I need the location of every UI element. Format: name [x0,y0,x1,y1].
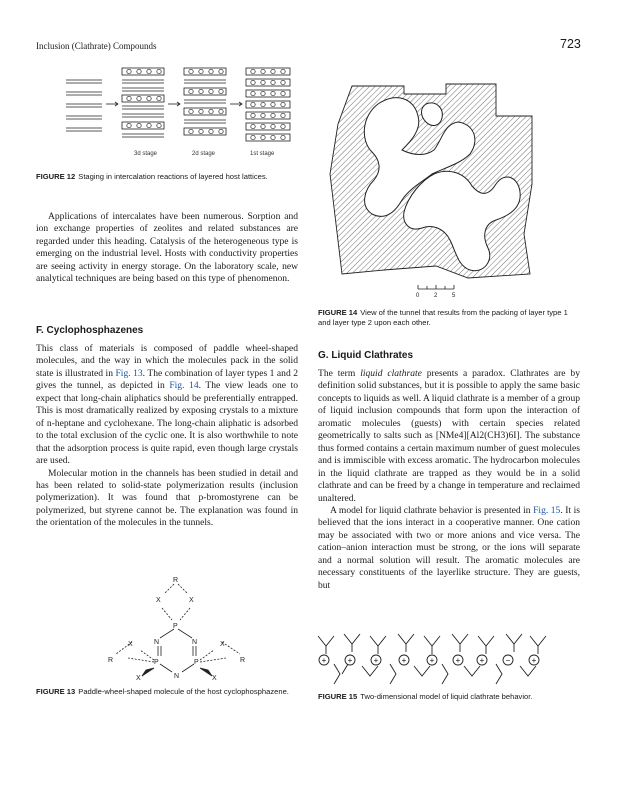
figure-14-tunnel [318,64,550,298]
figure-14-label: FIGURE 14 [318,308,358,317]
pg2-text-a: A model for liquid clathrate behavior is presented in [330,504,534,516]
stage-2d-lattice [184,68,226,135]
paragraph-liquid-clathrates-1 [318,368,580,505]
figure-14-caption [318,308,580,327]
page-number: 723 [560,37,581,51]
stage-3d-lattice [122,68,164,137]
atom-x-bottom-left: X [136,675,141,682]
cyclophosphazenes-body [36,343,298,530]
charge-plus-6: + [455,656,461,665]
charge-plus-5: + [429,656,435,665]
scale-label-0: 0 [416,293,420,298]
pg1-text-a: The term [318,368,361,379]
stage-label-1st: 1st stage [250,151,275,157]
charge-plus-1: + [321,656,327,665]
figure-12-diagram [62,62,302,162]
charge-minus-1: − [505,656,511,665]
charge-plus-3: + [373,656,379,665]
link-fig-15[interactable]: Fig. 15 [533,504,561,516]
atom-x-top-right: X [189,597,194,604]
paragraph-intercalates [36,211,298,286]
figure-12-caption [36,172,298,182]
charge-plus-2: + [347,656,353,665]
charge-plus-4: + [401,656,407,665]
scale-bar [418,285,454,289]
atom-x-right: X [220,641,225,648]
stage-1st-lattice [246,68,290,141]
running-title: Inclusion (Clathrate) Compounds [36,41,157,51]
charge-plus-7: + [479,656,485,665]
figure-13-label: FIGURE 13 [36,687,76,696]
atom-r-right: R [240,657,246,664]
atom-x-left: X [128,641,133,648]
charge-plus-8: + [531,656,537,665]
figure-14-caption-text: View of the tunnel that results from the packing of layer type 1 and layer type 2 upon each other. [318,308,568,327]
figure-15-model [314,630,552,686]
figure-12-label: FIGURE 12 [36,172,76,181]
liquid-clathrates-body [318,368,580,592]
figure-13-molecule [100,572,260,684]
stage-label-2d: 2d stage [192,151,216,157]
intercalates-text: Applications of intercalates have been numerous. Sorption and ion exchange properties of zeolites and related substances are regarded under this heading. Catalysis of the heterogeneous type is emerging on the industrial level. Hosts with conductivity properties are seeing activity in energy storage. On the laboratory scale, new analytical techniques are being based on this type of phenomenon. [36,211,298,285]
figure-15-caption [318,692,580,702]
section-heading-cyclophosphazenes: F. Cyclophosphazenes [36,325,144,336]
pg1-text-c: . The substance thus formed contains a certain maximum number of guest molecules and is immiscible with excess aromatic. The hydrocarbon molecules in the liquid clathrate are trapped as they would be in a solid clathrate and can be freed by a change in temperature and reclaimed unaltered. [318,430,580,504]
pf1-text-c: . The view leads one to expect that long-chain aliphatics should be preferentially entrapped. This is most dramatically realized by exposing crystals to a mixture of n-heptane and cyclohexane. The long-chain aliphatic is adsorbed to the total exclusion of the cyclic one. It is also worthwhile to note that the adsorption process is quite rapid, even though large crystals are used. [36,380,298,467]
atom-p-top: P [173,623,178,630]
stage-label-3d: 3d stage [134,151,158,157]
pf1-text-a: This class of materials is composed of paddle wheel-shaped molecules, and the way in which the molecules pack in the solid state is illustrated in [36,343,298,379]
salt-formula: [NMe4][Al2(CH3)6I] [435,430,520,442]
pg1-text-b: presents a paradox. Clathrates are by definition solid substances, but it is possible to apply the same basic concepts to liquids as well. A liquid clathrate is a member of a group of liquid inclusion compounds that form upon the interaction of aromatic molecules (guests) with certain species related geometrically to salts such as [318,368,580,442]
link-fig-13[interactable]: Fig. 13 [115,367,143,379]
paragraph-liquid-clathrates-2 [318,505,580,592]
figure-13-caption-text: Paddle-wheel-shaped molecule of the host cyclophosphazene. [78,687,289,696]
atom-p-right: P [194,659,199,666]
atom-n-bottom: N [174,673,180,680]
atom-r-top: R [173,577,179,584]
atom-r-left: R [108,657,114,664]
paragraph-cyclophosphazenes-2: Molecular motion in the channels has been studied in detail and has been related to solid-state polymerization results (inclusion polymerization). It was found that p-bromostyrene can be polymerized, but styrene cannot be. The explanation was found in the orientation of the molecules in the tunnels. [36,467,298,529]
atom-n-left: N [154,639,160,646]
section-heading-liquid-clathrates: G. Liquid Clathrates [318,350,414,361]
figure-15-label: FIGURE 15 [318,692,358,701]
figure-12-caption-text: Staging in intercalation reactions of layered host lattices. [78,172,268,181]
atom-x-top-left: X [156,597,161,604]
scale-label-2: 2 [434,293,438,298]
figure-15-caption-text: Two-dimensional model of liquid clathrate behavior. [360,692,533,701]
atom-n-right: N [192,639,198,646]
pg2-text-b: . It is believed that the ions interact in a cooperative manner. One cation may be associated with two or more anions and vice versa. The cation–anion interaction must be strong, or the ions will separate and a normal solution will result. The aromatic molecules are necessary constituents of the layerlike structure. They are guests, but [318,504,580,591]
paragraph-cyclophosphazenes-1 [36,343,298,468]
liquid-clathrate-term: liquid clathrate [360,368,422,379]
atom-x-bottom-right: X [212,675,217,682]
link-fig-14[interactable]: Fig. 14 [169,380,199,392]
figure-13-caption [36,687,298,697]
scale-label-5: 5 [452,293,456,298]
host-lattice [66,80,102,131]
atom-p-left: P [154,659,159,666]
pf1-text-b: . The combination of layer types 1 and 2 gives the tunnel, as depicted in [36,367,298,392]
